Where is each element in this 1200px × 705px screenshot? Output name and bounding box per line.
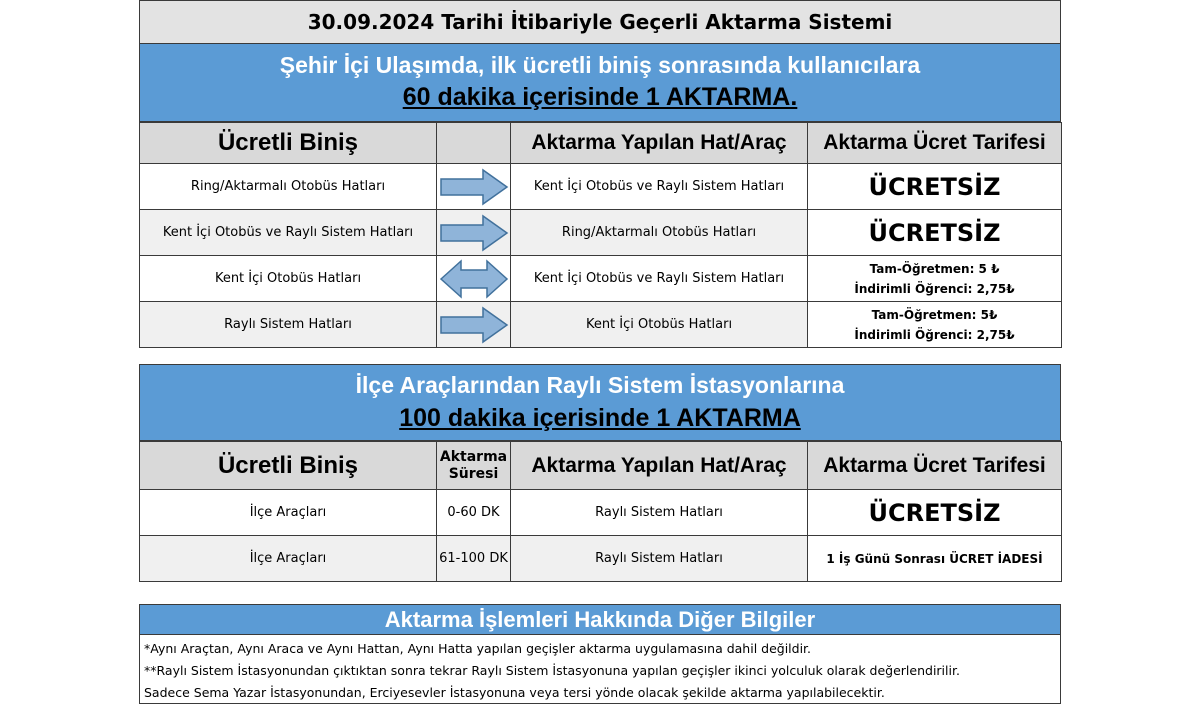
row-from: Raylı Sistem Hatları [140, 302, 437, 348]
section2-headline: 100 dakika içerisinde 1 AKTARMA [399, 404, 801, 432]
col-transfer-duration-line1: Aktarma [439, 448, 508, 465]
right-arrow-icon [437, 302, 511, 348]
col-transfer-fare: Aktarma Ücret Tarifesi [808, 442, 1062, 490]
fare-reduced-student: İndirimli Öğrenci: 2,75₺ [854, 327, 1015, 342]
page-title [139, 0, 1061, 44]
row-fare: ÜCRETSİZ [808, 490, 1062, 536]
double-arrow-icon [437, 256, 511, 302]
section2-table [139, 441, 1062, 582]
table-row [140, 490, 1062, 536]
section1-table [139, 122, 1062, 348]
row-from: Kent İçi Otobüs ve Raylı Sistem Hatları [140, 210, 437, 256]
section2-banner [139, 364, 1061, 441]
page-title-text: 30.09.2024 Tarihi İtibariyle Geçerli Aktarma Sistemi [307, 10, 893, 34]
row-from: Ring/Aktarmalı Otobüs Hatları [140, 164, 437, 210]
table-row [140, 210, 1062, 256]
row-to: Raylı Sistem Hatları [511, 536, 808, 582]
fare-full-teacher: Tam-Öğretmen: 5₺ [871, 307, 998, 322]
table-row [140, 256, 1062, 302]
col-transfer-fare: Aktarma Ücret Tarifesi [808, 123, 1062, 164]
info-title-text: Aktarma İşlemleri Hakkında Diğer Bilgiler [384, 606, 816, 632]
right-arrow-icon [437, 164, 511, 210]
row-fare: ÜCRETSİZ [808, 210, 1062, 256]
table-row [140, 302, 1062, 348]
info-line: **Raylı Sistem İstasyonundan çıktıktan sonra tekrar Raylı Sistem İstasyonuna yapılan geçişler ikinci yolculuk olarak değerlendirilir. [144, 663, 960, 678]
col-transfer-duration [437, 442, 511, 490]
info-title [139, 604, 1061, 635]
row-from: İlçe Araçları [140, 536, 437, 582]
table-row [140, 164, 1062, 210]
col-transfer-line: Aktarma Yapılan Hat/Araç [511, 123, 808, 164]
table-row [140, 536, 1062, 582]
row-fare: ÜCRETSİZ [808, 164, 1062, 210]
section2-subtitle: İlçe Araçlarından Raylı Sistem İstasyonlarına [355, 372, 845, 398]
fare-reduced-student: İndirimli Öğrenci: 2,75₺ [854, 281, 1015, 296]
col-arrow [437, 123, 511, 164]
info-line: *Aynı Araçtan, Aynı Araca ve Aynı Hattan, Aynı Hatta yapılan geçişler aktarma uygulamasına dahil değildir. [144, 641, 812, 656]
col-paid-boarding: Ücretli Biniş [140, 442, 437, 490]
row-duration: 61-100 DK [437, 536, 511, 582]
section1-headline: 60 dakika içerisinde 1 AKTARMA. [402, 83, 798, 111]
row-duration: 0-60 DK [437, 490, 511, 536]
transfer-system-document [139, 0, 1061, 704]
row-fare [808, 302, 1062, 348]
row-to: Raylı Sistem Hatları [511, 490, 808, 536]
col-transfer-line: Aktarma Yapılan Hat/Araç [511, 442, 808, 490]
section1-banner [139, 44, 1061, 122]
row-from: Kent İçi Otobüs Hatları [140, 256, 437, 302]
section1-subtitle: Şehir İçi Ulaşımda, ilk ücretli biniş sonrasında kullanıcılara [279, 52, 921, 78]
col-paid-boarding: Ücretli Biniş [140, 123, 437, 164]
info-body [139, 635, 1061, 704]
col-transfer-duration-line2: Süresi [448, 465, 499, 482]
info-line: Sadece Sema Yazar İstasyonundan, Erciyesevler İstasyonuna veya tersi yönde olacak şekilde aktarma yapılabilecektir. [144, 685, 885, 700]
fare-full-teacher: Tam-Öğretmen: 5 ₺ [869, 261, 1000, 276]
row-fare [808, 256, 1062, 302]
row-from: İlçe Araçları [140, 490, 437, 536]
row-to: Kent İçi Otobüs ve Raylı Sistem Hatları [511, 164, 808, 210]
section1-header-row [140, 123, 1062, 164]
row-to: Kent İçi Otobüs ve Raylı Sistem Hatları [511, 256, 808, 302]
row-to: Ring/Aktarmalı Otobüs Hatları [511, 210, 808, 256]
section2-header-row [140, 442, 1062, 490]
row-fare: 1 İş Günü Sonrası ÜCRET İADESİ [808, 536, 1062, 582]
row-to: Kent İçi Otobüs Hatları [511, 302, 808, 348]
right-arrow-icon [437, 210, 511, 256]
